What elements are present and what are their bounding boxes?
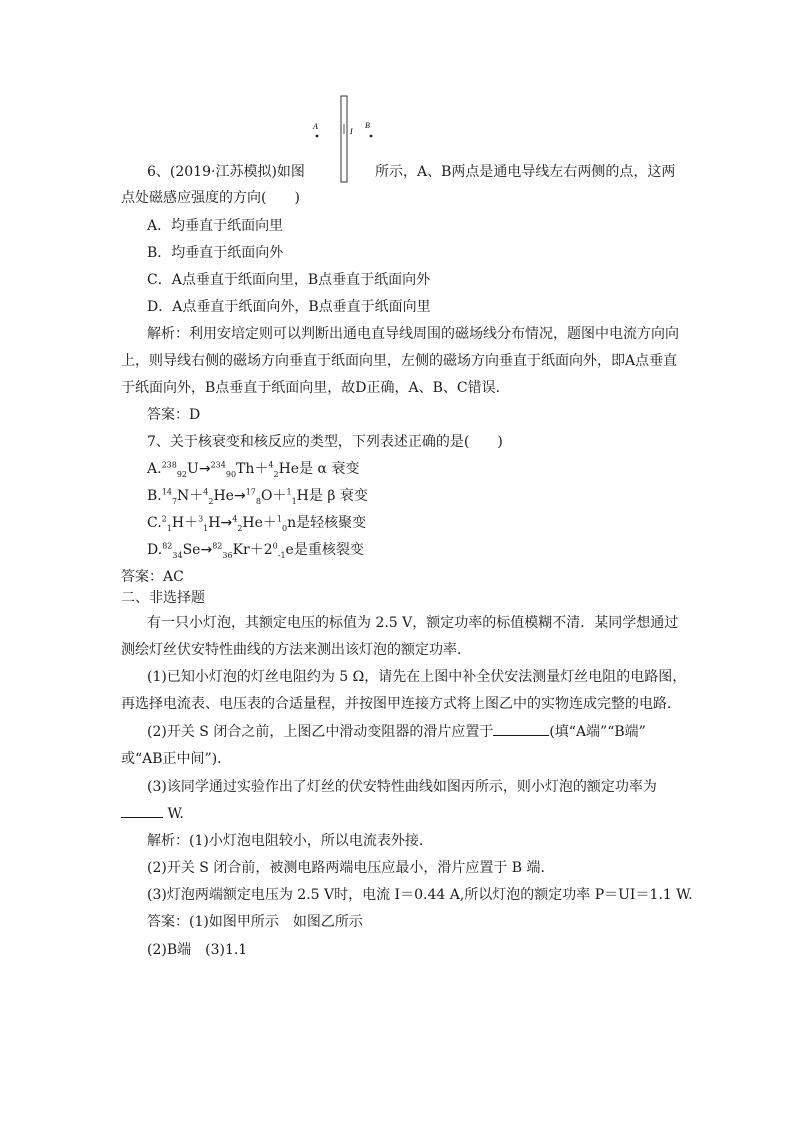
q7-option-c: C.$^2_1$H＋$^3_1$H→$^4_2$He＋$^1_0$n是轻核聚变 bbox=[147, 514, 367, 533]
q7-option-a: A.$^{238}_{92}$U→$^{234}_{90}$Th＋$^4_2$He是 α 衰变 bbox=[147, 460, 360, 479]
q7-stem: 7、关于核衰变和核反应的类型，下列表述正确的是( ) bbox=[147, 434, 503, 450]
q6-answer: 答案：D bbox=[147, 407, 201, 423]
q6-analysis-line2: 上，则导线右侧的磁场方向垂直于纸面向里，左侧的磁场方向垂直于纸面向外，即A点垂直 bbox=[121, 353, 678, 369]
s2-part2-line1: (2)开关 S 闭合之前，上图乙中滑动变阻器的滑片应置于 (填“A端”“B端” bbox=[147, 724, 646, 740]
q7-option-d: $D.^{82}_{34}Se\to^{82}_{36}Kr+2^0_{-1}e$是重核裂变 bbox=[147, 541, 364, 560]
q6-option-c: C．A点垂直于纸面向里，B点垂直于纸面向外 bbox=[147, 272, 431, 288]
q6-stem-part2: 所示，A、B两点是通电导线左右两侧的点，这两 bbox=[375, 164, 676, 180]
q6-option-d: D．A点垂直于纸面向外，B点垂直于纸面向里 bbox=[147, 299, 431, 315]
label-b: B bbox=[365, 121, 370, 130]
s2-part1-line1: (1)已知小灯泡的灯丝电阻约为 5 Ω，请先在上图中补全伏安法测量灯丝电阻的电路图， bbox=[147, 669, 687, 685]
q7-answer: 答案：AC bbox=[121, 569, 184, 585]
q6-stem-part1: 6、(2019·江苏模拟)如图 bbox=[147, 164, 305, 180]
q6-stem-line2: 点处磁感应强度的方向( ) bbox=[121, 190, 300, 206]
wire-figure bbox=[305, 94, 385, 184]
s2-part1-line2: 再选择电流表、电压表的合适量程，并按图甲连接方式将上图乙中的实物连成完整的电路． bbox=[121, 696, 681, 712]
q6-analysis-line1: 解析：利用安培定则可以判断出通电直导线周围的磁场线分布情况，题图中电流方向向 bbox=[147, 326, 679, 342]
fill-blank-2 bbox=[121, 805, 163, 818]
s2-answer-line2: (2)B端 (3)1.1 bbox=[147, 942, 248, 958]
s2-analysis-line3: (3)灯泡两端额定电压为 2.5 V时，电流 I＝0.44 A,所以灯泡的额定功率 P＝UI＝1.1 W. bbox=[147, 887, 693, 903]
section2-heading: 二、非选择题 bbox=[121, 590, 205, 606]
s2-analysis-line2: (2)开关 S 闭合前，被测电路两端电压应最小，滑片应置于 B 端． bbox=[147, 860, 555, 876]
q6-option-b: B．均垂直于纸面向外 bbox=[147, 245, 284, 261]
q6-analysis-line3: 于纸面向外，B点垂直于纸面向里，故D正确，A、B、C错误． bbox=[121, 380, 510, 396]
fill-blank-1 bbox=[493, 723, 549, 736]
s2-analysis-line1: 解析：(1)小灯泡电阻较小，所以电流表外接． bbox=[147, 833, 433, 849]
s2-part3-line1: (3)该同学通过实验作出了灯丝的伏安特性曲线如图丙所示，则小灯泡的额定功率为 bbox=[147, 779, 657, 795]
point-b bbox=[370, 135, 373, 138]
s2-part2-line2: 或“AB正中间”)． bbox=[121, 751, 232, 767]
label-a: A bbox=[313, 122, 318, 131]
s2-intro-line1: 有一只小灯泡，其额定电压的标值为 2.5 V，额定功率的标值模糊不清．某同学想通过 bbox=[147, 615, 679, 631]
current-wire bbox=[341, 96, 347, 182]
q7-option-b: B.$^{14}_7$N＋$^4_2$He→$^{17}_8$O＋$^1_1$H是 β 衰变 bbox=[147, 487, 368, 506]
s2-answer-line1: 答案：(1)如图甲所示 如图乙所示 bbox=[147, 914, 363, 930]
label-i: I bbox=[350, 127, 353, 136]
s2-part3-line2: W. bbox=[121, 805, 184, 823]
s2-intro-line2: 测绘灯丝伏安特性曲线的方法来测出该灯泡的额定功率． bbox=[121, 642, 471, 658]
point-a bbox=[316, 135, 319, 138]
q6-option-a: A．均垂直于纸面向里 bbox=[147, 218, 284, 234]
